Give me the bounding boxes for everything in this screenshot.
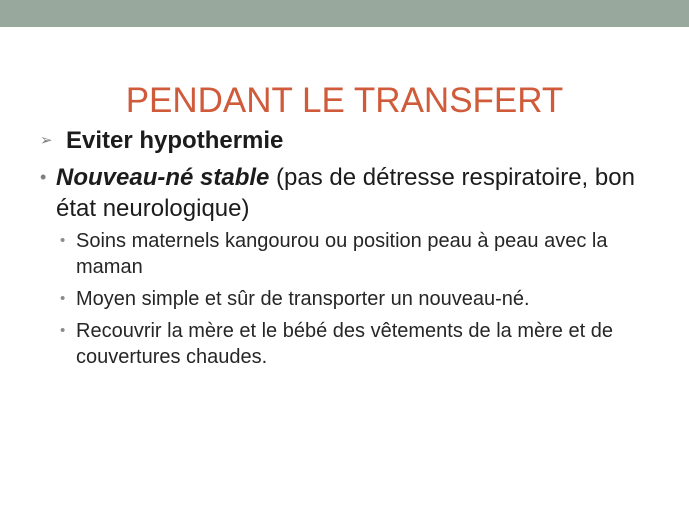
slide-content — [40, 125, 660, 376]
bullet-text: (pas de détresse respiratoire, bon état neurologique) — [56, 164, 635, 222]
bullet-emphasis: Nouveau-né stable — [56, 164, 270, 191]
sub-bullet-item — [60, 286, 660, 312]
dot-bullet-icon: • — [60, 232, 66, 249]
sub-bullet-text: Recouvrir la mère et le bébé des vêtements de la mère et de couvertures chaudes. — [76, 320, 613, 368]
arrow-bullet-icon: ➢ — [40, 132, 53, 149]
dot-bullet-icon: • — [40, 167, 47, 187]
sub-bullet-item — [60, 318, 660, 370]
sub-bullet-list — [40, 228, 660, 370]
sub-bullet-text: Moyen simple et sûr de transporter un nouveau-né. — [76, 288, 530, 310]
bullet-text: Eviter hypothermie — [66, 127, 284, 154]
top-decor-bar — [0, 0, 689, 27]
sub-bullet-text: Soins maternels kangourou ou position peau à peau avec la maman — [76, 230, 608, 278]
bullet-item-hypothermia — [40, 125, 660, 156]
dot-bullet-icon: • — [60, 290, 66, 307]
bullet-item-stable-newborn — [40, 162, 660, 224]
sub-bullet-item — [60, 228, 660, 280]
dot-bullet-icon: • — [60, 322, 66, 339]
slide-title: PENDANT LE TRANSFERT — [125, 81, 564, 121]
